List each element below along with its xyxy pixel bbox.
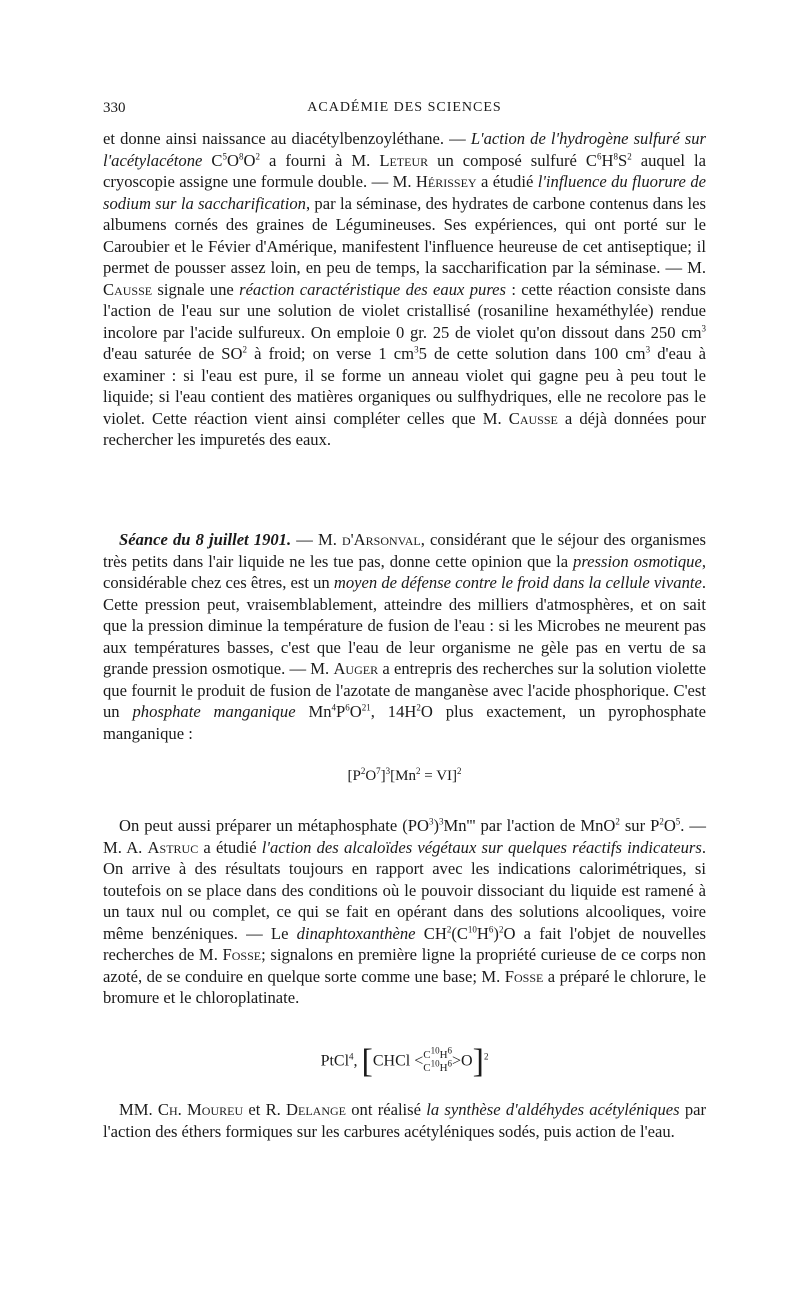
chloroplatinate-formula: PtCl$^4$, [CHCl $<C^{10}H^6$ $C^{10}H^6>O]^2$ [320,1043,489,1080]
dinaphthyl-group: $C^{10}H^6$ $C^{10}H^6$ [423,1045,453,1074]
page-header [103,100,706,120]
running-title: ACADÉMIE DES SCIENCES [307,100,502,115]
paragraph-metaphosphate-astruc-fosse: On peut aussi préparer un métaphosphate $(PO^3)^3Mn'''$ par l'action de MnO$^2$ sur $P^2O^5$. — M. A. Astruc a étudié l'action des alcaloïdes végétaux sur quelques réactifs indicateurs. On arrive à des résultats toujours en rapport avec les indications calorimétriques, si toutefois on se place dans des conditions où le pouvoir dissociant du liquide est ramené à un taux nul ou complet, ce qui se fait en opérant dans des solutions alcooliques, voire même benzéniques. — Le dinaphtoxanthène $CH^2(C^{10}H^6)^2O$ a fait l'objet de nouvelles recherches de M. Fosse; signalons en première ligne la propriété curieuse de ce corps non azoté, de se conduire en quelque sorte comme une base; M. Fosse a préparé le chlorure, le bromure et le chloroplatinate. [103,816,706,1007]
pyrophosphate-formula: $[P^2O^7]^3[Mn^2 = VI]^2$ [347,766,462,784]
page-number: 330 [103,100,126,116]
paragraph-leteur-herissey-causse: et donne ainsi naissance au diacétylbenzoyléthane. — L'action de l'hydrogène sulfuré sur l'acétylacétone $C^5O^8O^2$ a fourni à M. Leteur un composé sulfuré $C^6H^8S^2$ auquel la cryoscopie assigne une formule double. — M. Hérissey a étudié l'influence du fluorure de sodium sur la saccharification, par la séminase, des hydrates de carbone contenus dans les albumens cornés des graines de Légumineuses. Ses expériences, qui ont porté sur le Caroubier et le Févier d'Amérique, manifestent l'influence heureuse de cet antiseptique; il permet de pousser assez loin, en peu de temps, la saccharification par la séminase. — M. Causse signale une réaction caractéristique des eaux pures : cette réaction consiste dans l'action de l'eau sur une solution de violet cristallisé (rosaniline hexaméthylée) rendue incolore par l'acide sulfureux. On emploie 0 gr. 25 de violet qu'on dissout dans 250 $cm^3$ d'eau saturée de $SO^2$ à froid; on verse 1 $cm^35$ de cette solution dans 100 $cm^3$ d'eau à examiner : si l'eau est pure, il se forme un anneau violet qui gagne peu à peu tout le liquide; si l'eau contient des matières organiques ou sulfhydriques, elle ne recolore pas le violet. Cette réaction vient ainsi compléter celles que M. Causse a déjà données pour rechercher les impuretés des eaux. [103,129,706,449]
paragraph-moureu-delange: MM. Ch. Moureu et R. Delange ont réalisé la synthèse d'aldéhydes acétyléniques par l'action des éthers formiques sur les carbures acétyléniques sodés, puis action de l'eau. [103,1100,707,1141]
paragraph-seance-8-juillet: Séance du 8 juillet 1901. — M. d'Arsonval, considérant que le séjour des organismes très petits dans l'air liquide ne les tue pas, donne cette opinion que la pression osmotique, considérable chez ces êtres, est un moyen de défense contre le froid dans la cellule vivante. Cette pression peut, vraisemblablement, atteindre des milliers d'atmosphères, et on sait que la pression diminue la température de fusion de l'eau : si les Microbes ne meurent pas aux températures basses, c'est que l'eau de leur organisme ne gèle pas en vertu de sa grande pression osmotique. — M. Auger a entrepris des recherches sur la solution violette que fournit le produit de fusion de l'azotate de manganèse avec l'acide phosphorique. C'est un phosphate manganique $Mn^4P^6O^{21}$, $14H^2O$ plus exactement, un pyrophosphate manganique : [103,530,707,743]
session-date: Séance du 8 juillet 1901. [119,530,292,549]
